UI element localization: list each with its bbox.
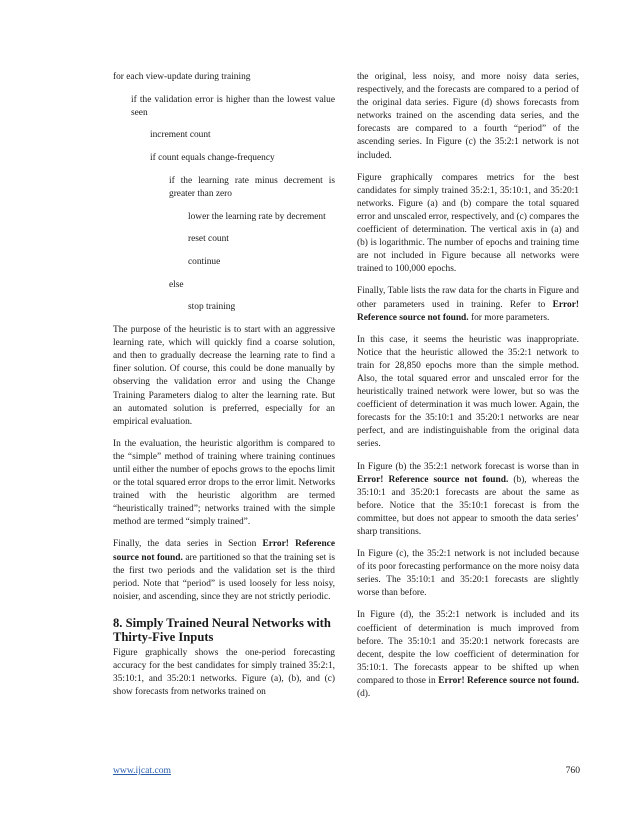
- algo-line: continue: [188, 257, 221, 267]
- left-column: [113, 71, 335, 708]
- body-paragraph: Finally, the data series in Section Error! Reference source not found. are partitioned so that the training set is the first two periods and the validation set is the third period. Note that “period” is used loosely for less noisy, noisier, and ascending, since they are not strictly periodic.: [113, 539, 336, 602]
- body-paragraph: Figure graphically shows the one-period forecasting accuracy for the best candidates for simply trained 35:2:1, 35:10:1, and 35:20:1 networks. Figure (a), (b), and (c) show forecasts from networks trained on: [113, 647, 335, 697]
- broken-reference: Error! Reference source not found.: [357, 299, 579, 323]
- body-paragraph: the original, less noisy, and more noisy data series, respectively, and the forecasts are compared to a period of the original data series. Figure (d) shows forecasts from networks trained on the ascending data series, and the forecasts are compared to a fourth “period” of the ascending series. In Figure (c) the 35:2:1 network is not included.: [357, 72, 579, 161]
- algo-line: stop training: [188, 302, 236, 313]
- body-paragraph: In Figure (b) the 35:2:1 network forecast is worse than in Error! Reference source not found. (b), whereas the 35:10:1 and 35:20:1 forecasts are about the same as before. Notice that the 35:10:1 forecast is from the committee, but does not appear to smooth the data series’ sharp transitions.: [357, 461, 579, 537]
- broken-reference: Error! Reference source not found.: [357, 474, 509, 485]
- body-paragraph: Figure graphically compares metrics for the best candidates for simply trained 35:2:1, 35:10:1, and 35:20:1 networks. Figure (a) and (b) compare the total squared error and unscaled error, respectively, and (c) compares the coefficient of determination. The vertical axis in (a) and (b) is logarithmic. The number of epochs and training time are not included in Figure because all networks were trained to 100,000 epochs.: [357, 172, 579, 275]
- algo-line: if count equals change-frequency: [150, 153, 275, 164]
- algorithm-pseudocode: [113, 71, 335, 314]
- algo-line: lower the learning rate by decrement: [188, 211, 326, 222]
- body-paragraph: In Figure (d), the 35:2:1 network is included and its coefficient of determination is much improved from before. The 35:10:1 and 35:20:1 network forecasts are decent, despite the low coefficient of determination for 35:10:1. The forecasts appear to be shifted up when compared to those in Error! Reference source not found. (d).: [357, 610, 579, 700]
- page-number: 760: [565, 765, 580, 776]
- body-paragraph: Finally, Table lists the raw data for the charts in Figure and other parameters used in training. Refer to Error! Reference source not found. for more parameters.: [357, 286, 579, 323]
- body-paragraph: In Figure (c), the 35:2:1 network is not included because of its poor forecasting performance on the more noisy data series. The 35:10:1 and 35:20:1 forecasts are slightly worse than before.: [357, 549, 579, 599]
- broken-reference: Error! Reference source not found.: [113, 539, 336, 563]
- section-heading: 8. Simply Trained Neural Networks with Thirty-Five Inputs: [113, 615, 331, 645]
- body-paragraph: In the evaluation, the heuristic algorithm is compared to the “simple” method of training where training continues until either the number of epochs grows to the epochs limit or the total squared error drops to the error limit. Networks trained with the heuristic algorithm are termed “heuristically trained”; networks trained with the simple method are termed “simply trained”.: [113, 438, 335, 528]
- broken-reference: Error! Reference source not found.: [438, 675, 579, 686]
- algo-line: if the validation error is higher than the lowest value seen: [131, 94, 335, 118]
- algo-line: if the learning rate minus decrement is greater than zero: [169, 175, 335, 199]
- body-paragraph: In this case, it seems the heuristic was inappropriate. Notice that the heuristic allowed the 35:2:1 network to train for 28,850 epochs more than the simple method. Also, the total squared error and unscaled error for the heuristically trained network were lower, but so was the coefficient of determination it was much lower. Again, the forecasts for the 35:10:1 and 35:20:1 networks are near perfect, and are indistinguishable from the original data series.: [357, 334, 579, 450]
- algo-line: else: [169, 279, 184, 290]
- footer-url-link[interactable]: www.ijcat.com: [113, 765, 171, 776]
- body-paragraph: The purpose of the heuristic is to start with an aggressive learning rate, which will quickly find a coarse solution, and then to gradually decrease the learning rate to find a finer solution. Of course, this could be done manually by observing the validation error and using the Change Training Parameters dialog to alter the learning rate. But an automated solution is preferred, especially for an empirical evaluation.: [113, 325, 335, 427]
- algo-line: for each view-update during training: [113, 72, 251, 82]
- algo-line: reset count: [188, 234, 229, 245]
- algo-line: increment count: [150, 130, 211, 141]
- right-column: [357, 71, 579, 710]
